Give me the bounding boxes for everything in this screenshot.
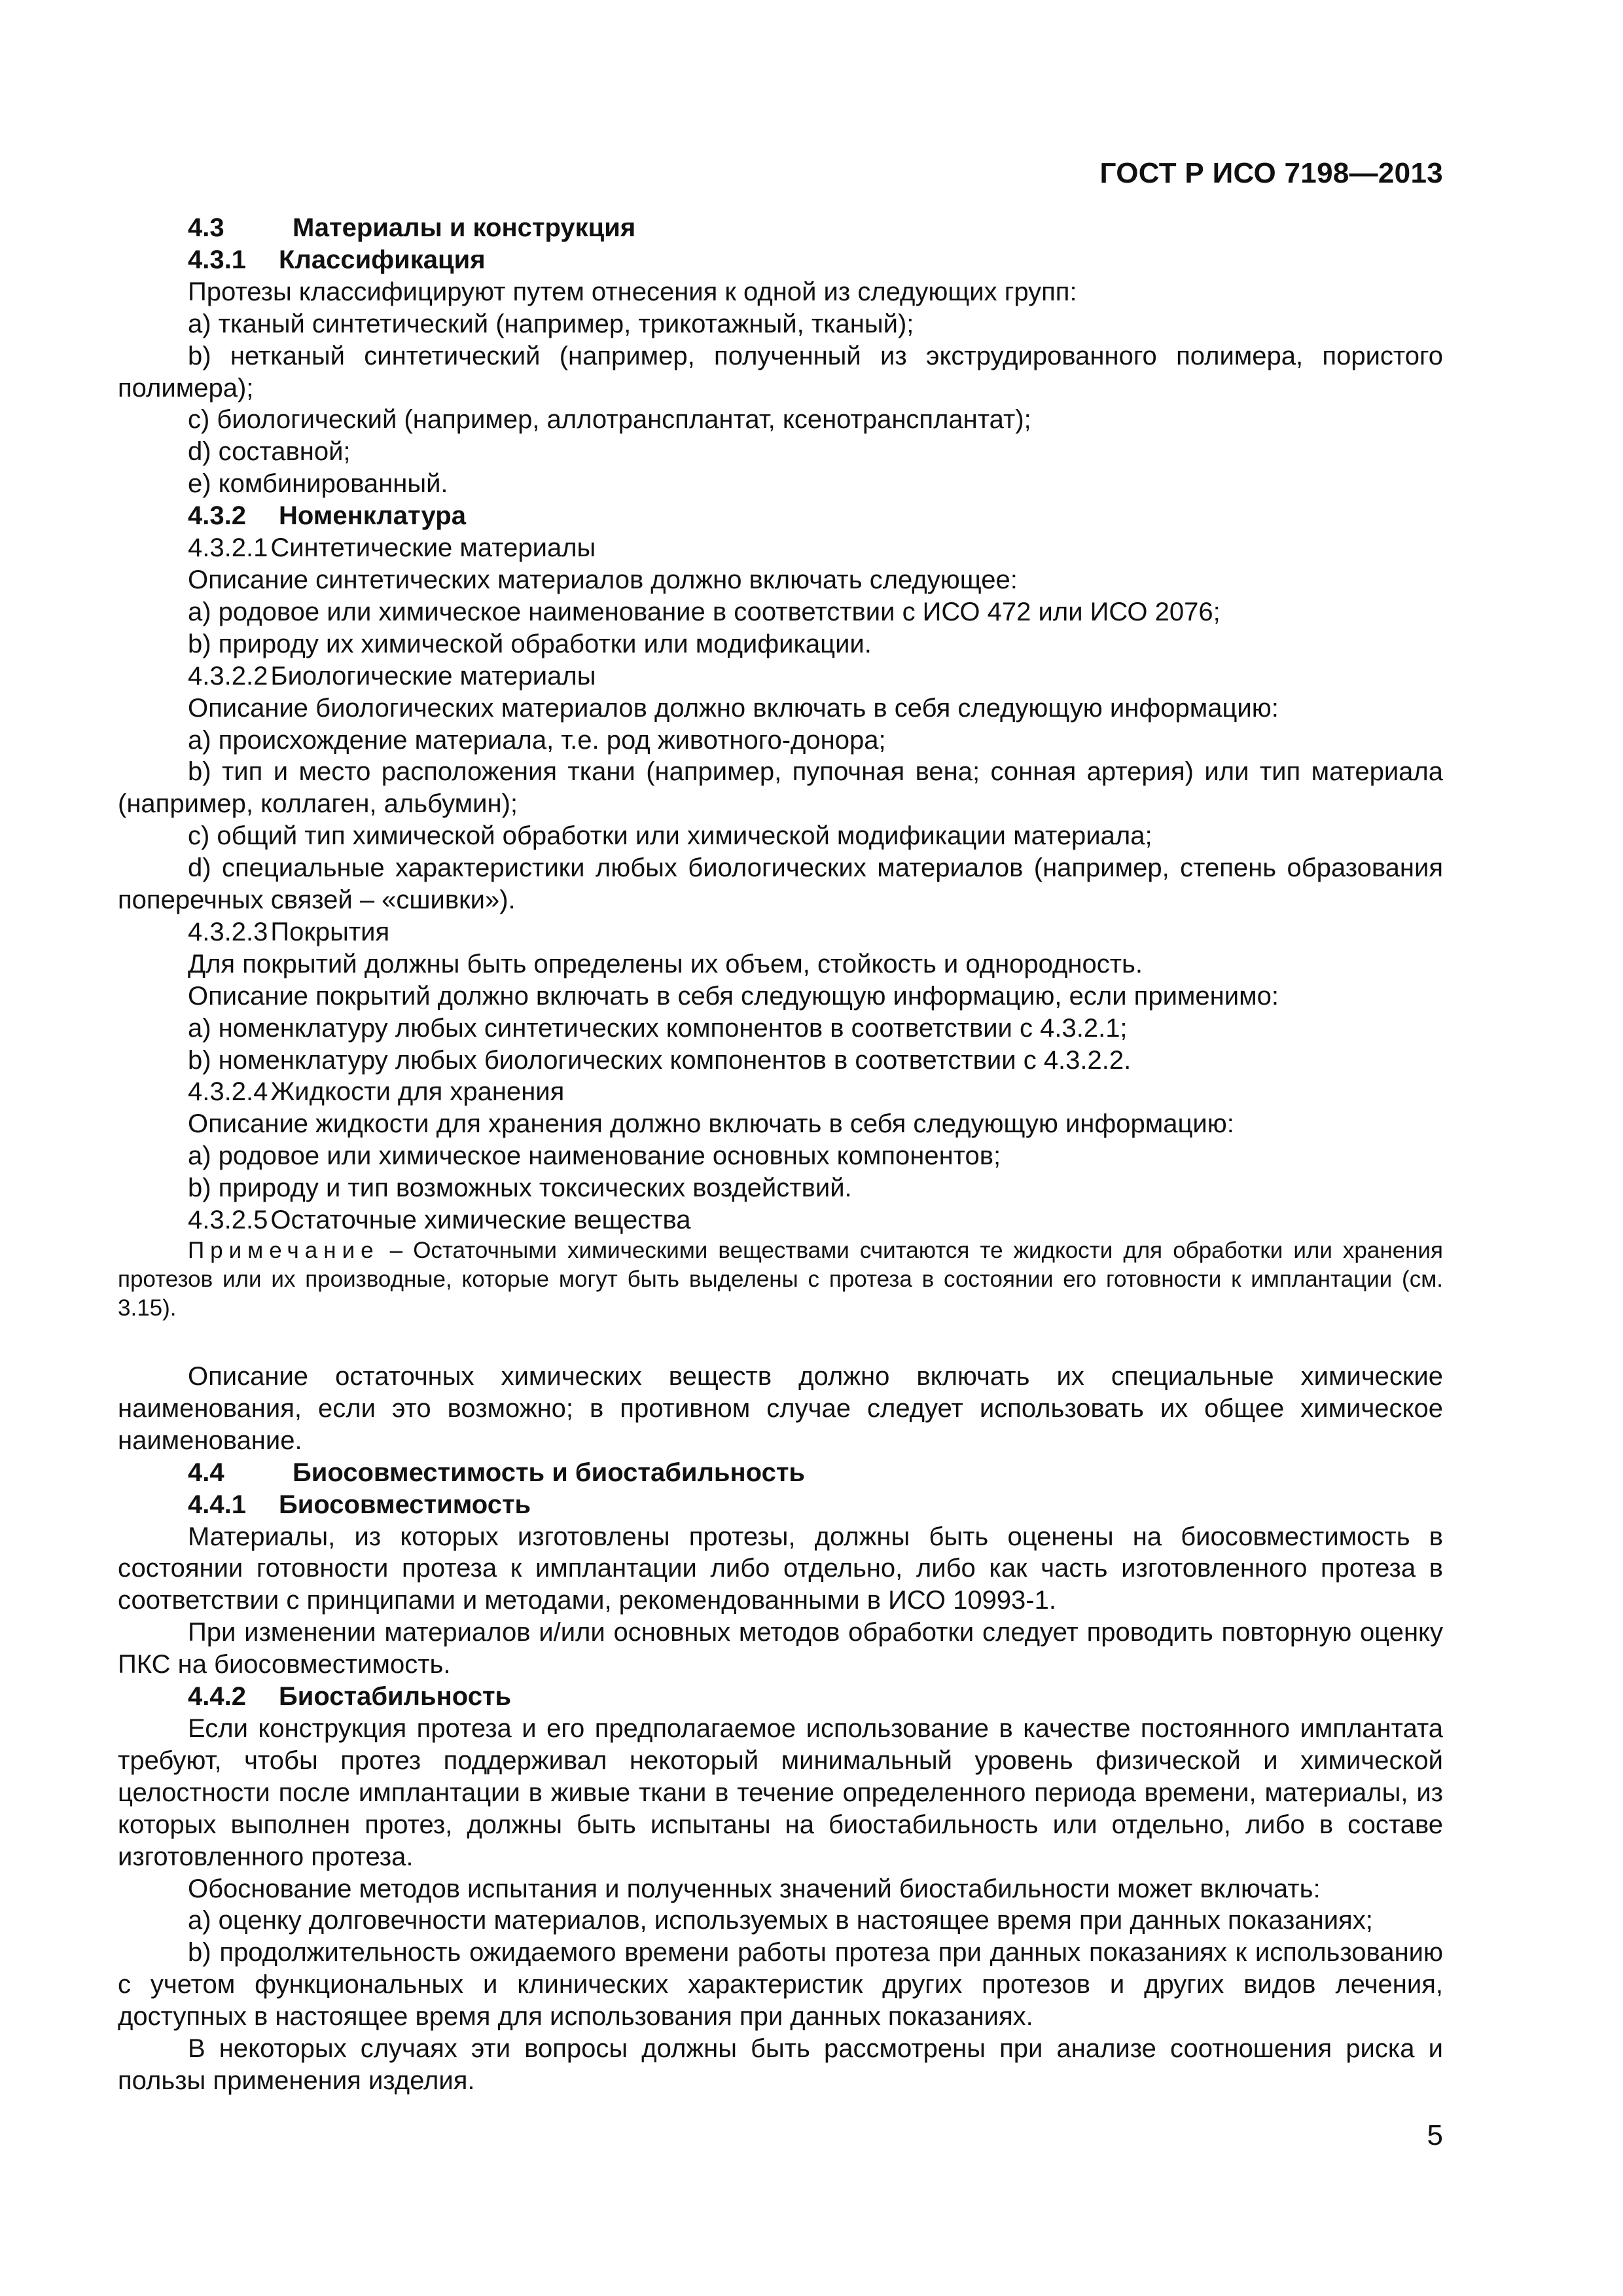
list-item: b) продолжительность ожидаемого времени работы протеза при данных показаниях к использованию с учетом функциональных и клинических характеристик других протезов и других видов лечения, доступных в настоящее время для использования при данных показаниях.	[118, 1938, 1443, 2032]
paragraph: Описание жидкости для хранения должно включать в себя следующую информацию:	[188, 1109, 1234, 1139]
list-item: c) биологический (например, аллотрансплантат, ксенотрансплантат);	[188, 405, 1031, 435]
section-heading-4-4-1: 4.4.1 Биосовместимость	[188, 1490, 531, 1519]
note-text: – Остаточными химическими веществами считаются те жидкости для обработки или хранения протезов или их производные, которые могут быть выделены с протеза в состоянии его готовности к имплантации (см. 3.15).	[118, 1238, 1443, 1321]
list-item: e) комбинированный.	[188, 469, 448, 499]
list-item: a) родовое или химическое наименование основных компонентов;	[188, 1141, 1001, 1171]
list-item: c) общий тип химической обработки или химической модификации материала;	[188, 821, 1152, 851]
list-item: b) тип и место расположения ткани (например, пупочная вена; сонная артерия) или тип материала (например, коллаген, альбумин);	[118, 757, 1443, 819]
section-heading-4-4-2: 4.4.2 Биостабильность	[188, 1682, 512, 1712]
paragraph: В некоторых случаях эти вопросы должны быть рассмотрены при анализе соотношения риска и пользы применения изделия.	[118, 2034, 1443, 2095]
note-label: Примечание	[188, 1238, 380, 1263]
section-heading-4-3: 4.3 Материалы и конструкция	[188, 213, 636, 242]
document-body	[118, 212, 1443, 2097]
list-item: a) тканый синтетический (например, трикотажный, тканый);	[188, 309, 914, 338]
list-item: a) оценку долговечности материалов, используемых в настоящее время при данных показаниях;	[188, 1906, 1373, 1935]
section-heading-4-3-1: 4.3.1 Классификация	[188, 245, 486, 274]
list-item: b) номенклатуру любых биологических компонентов в соответствии с 4.3.2.2.	[188, 1045, 1132, 1075]
paragraph: При изменении материалов и/или основных методов обработки следует проводить повторную оценку ПКС на биосовместимость.	[118, 1618, 1443, 1679]
spacer	[118, 1323, 1443, 1361]
subsection-heading-4-3-2-4: 4.3.2.4 Жидкости для хранения	[188, 1077, 565, 1107]
list-item: b) природу и тип возможных токсических воздействий.	[188, 1174, 852, 1203]
paragraph: Протезы классифицируют путем отнесения к одной из следующих групп:	[188, 277, 1077, 306]
list-item: b) природу их химической обработки или модификации.	[188, 629, 872, 658]
page-number: 5	[1427, 2119, 1443, 2151]
subsection-heading-4-3-2-5: 4.3.2.5 Остаточные химические вещества	[188, 1206, 691, 1235]
list-item: d) специальные характеристики любых биологических материалов (например, степень образования поперечных связей – «сшивки»).	[118, 853, 1443, 915]
paragraph: Материалы, из которых изготовлены протезы, должны быть оценены на биосовместимость в состоянии готовности протеза к имплантации либо отдельно, либо как часть изготовленного протеза в соответствии с принципами и методами, рекомендованными в ИСО 10993-1.	[118, 1522, 1443, 1615]
paragraph: Описание покрытий должно включать в себя следующую информацию, если применимо:	[188, 981, 1279, 1011]
paragraph: Для покрытий должны быть определены их объем, стойкость и однородность.	[188, 949, 1143, 978]
subsection-heading-4-3-2-2: 4.3.2.2 Биологические материалы	[188, 661, 596, 691]
list-item: b) нетканый синтетический (например, полученный из экструдированного полимера, пористого полимера);	[118, 341, 1443, 403]
list-item: a) номенклатуру любых синтетических компонентов в соответствии с 4.3.2.1;	[188, 1013, 1128, 1043]
list-item: a) происхождение материала, т.е. род животного-донора;	[188, 725, 886, 755]
paragraph: Если конструкция протеза и его предполагаемое использование в качестве постоянного имплантата требуют, чтобы протез поддерживал некоторый минимальный уровень физической и химической целостности после имплантации в живые ткани в течение определенного периода времени, материалы, из которых выполнен протез, должны быть испытаны на биостабильность или отдельно, либо в составе изготовленного протеза.	[118, 1713, 1443, 1871]
paragraph: Описание биологических материалов должно включать в себя следующую информацию:	[188, 693, 1279, 723]
subsection-heading-4-3-2-3: 4.3.2.3 Покрытия	[188, 917, 390, 946]
document-code: ГОСТ Р ИСО 7198—2013	[1099, 157, 1443, 189]
paragraph: Описание остаточных химических веществ должно включать их специальные химические наименования, если это возможно; в противном случае следует использовать их общее химическое наименование.	[118, 1362, 1443, 1455]
section-heading-4-4: 4.4 Биосовместимость и биостабильность	[188, 1458, 806, 1487]
paragraph: Описание синтетических материалов должно включать следующее:	[188, 565, 1018, 594]
section-heading-4-3-2: 4.3.2 Номенклатура	[188, 501, 466, 531]
list-item: a) родовое или химическое наименование в соответствии с ИСО 472 или ИСО 2076;	[188, 597, 1221, 626]
list-item: d) составной;	[188, 437, 351, 467]
paragraph: Обоснование методов испытания и полученных значений биостабильности может включать:	[188, 1874, 1321, 1903]
subsection-heading-4-3-2-1: 4.3.2.1 Синтетические материалы	[188, 533, 596, 563]
note	[118, 1236, 1443, 1323]
